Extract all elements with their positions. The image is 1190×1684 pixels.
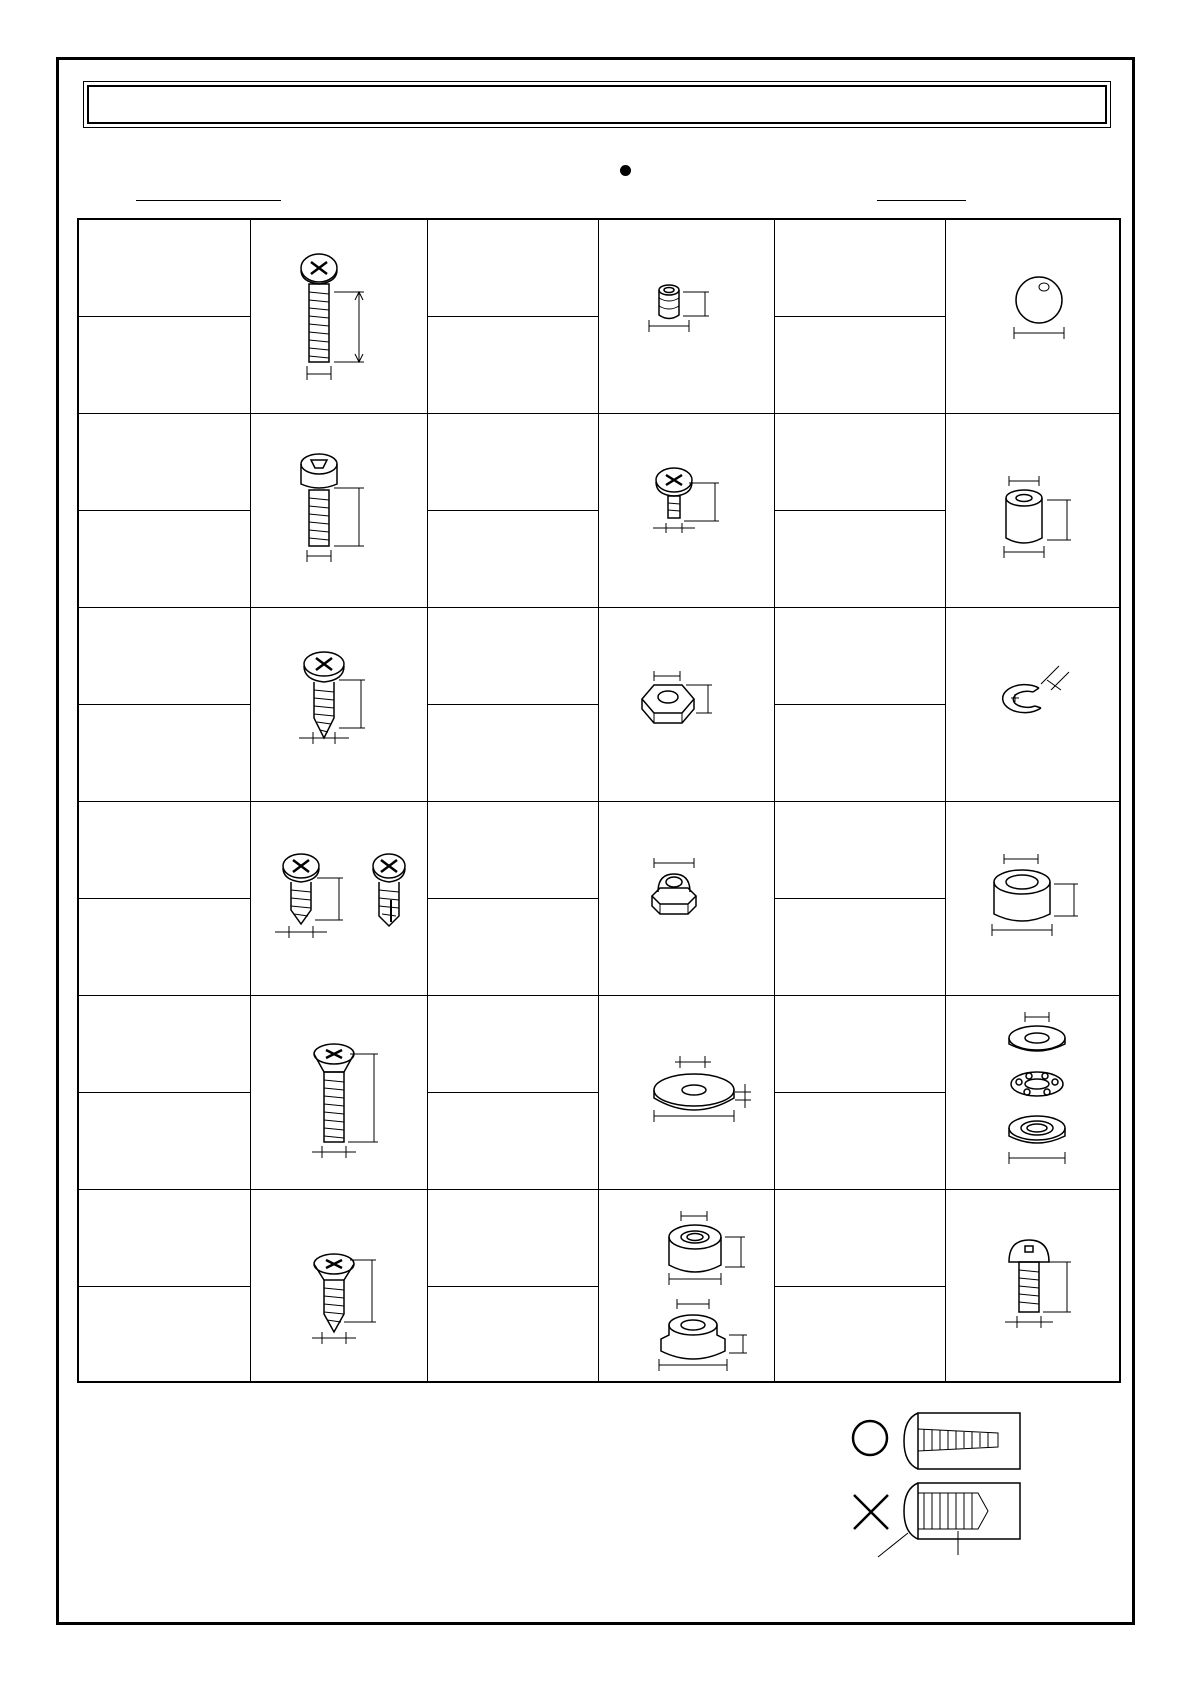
heading-right-underline [877,200,966,201]
binding-tapping-screw-pair-icon [263,850,423,960]
steel-ball-icon [1004,275,1074,355]
flat-head-tapping-screw-icon [304,1252,414,1362]
button-head-screw-icon [991,1236,1101,1346]
spacer-collar-icon [999,470,1099,560]
step-screw-icon [639,465,739,555]
pan-head-tapping-screw-icon [289,648,399,758]
pan-head-machine-screw-icon [289,250,399,380]
lock-nut-icon [644,852,734,942]
bullet-dot [620,165,631,176]
hex-nut-icon [634,665,734,745]
bushing-icon [984,850,1094,950]
heading-left-underline [136,200,281,201]
thrust-bearing-icon [989,1008,1099,1178]
set-screw-icon [641,280,721,360]
title-box [83,81,1111,128]
flat-washer-icon [639,1050,809,1160]
e-ring-icon [989,660,1099,740]
ball-bearing-pair-icon [651,1207,761,1377]
cap-head-screw-icon [289,450,399,560]
parts-table [77,218,1121,1383]
screw-insertion-note [848,1405,1128,1585]
flat-head-machine-screw-icon [304,1042,414,1162]
